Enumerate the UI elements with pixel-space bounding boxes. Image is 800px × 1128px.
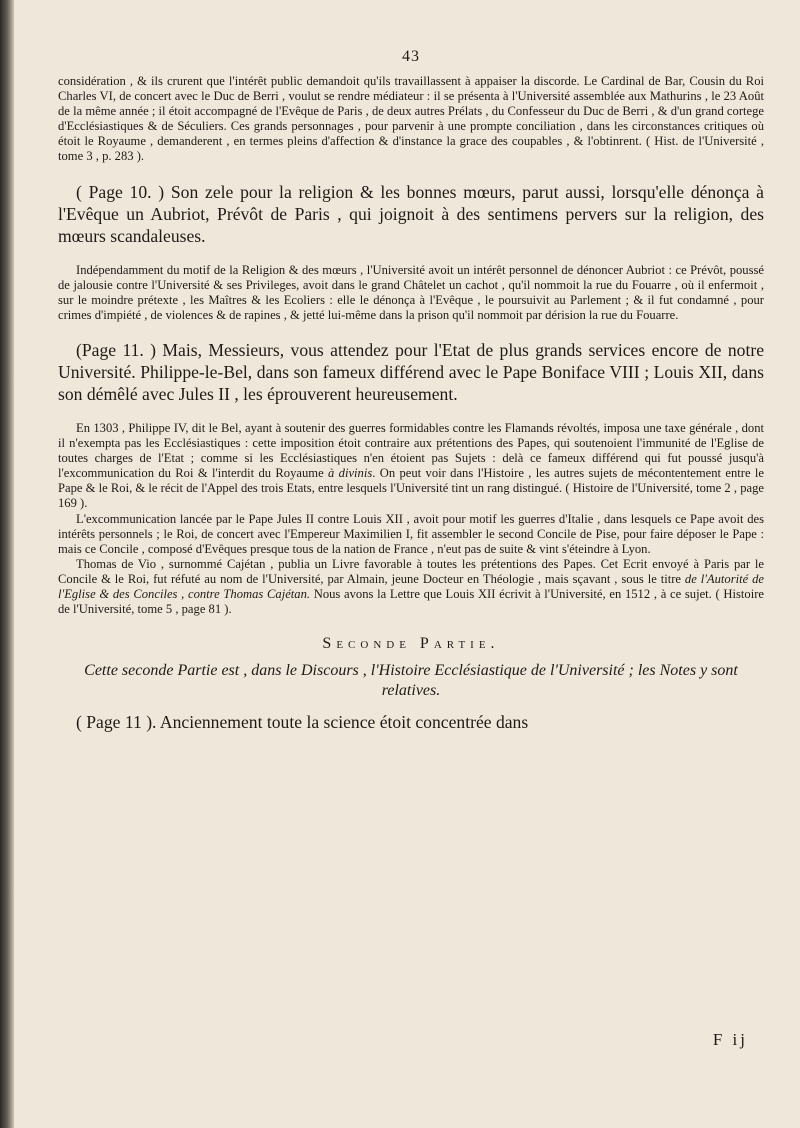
note-paragraph-aubriot: Indépendamment du motif de la Religion & des mœurs , l'Université avoit un intérêt personnel de dénoncer Aubriot : ce Prévôt, poussé de jalousie contre l'Université & ses Privileges, avoit dans le grand Châtelet un cachot , qu'il nommoit la rue du Fouarre , où il enfermoit , sur le moindre prétexte , les Maîtres & les Ecoliers : elle le dénonça à l'Evêque , le poursuivit au Parlement ; & il fut condamné , pour crimes d'impiété , de violences & de rapines , & jetté lui-même dans la prison qu'il nommoit par dérision la rue du Fouarre. bbox=[58, 262, 764, 322]
main-paragraph-science: ( Page 11 ). Anciennement toute la science étoit concentrée dans bbox=[76, 712, 529, 733]
book-title: de l'Autorité de l'Eglise & des Conciles , contre Thomas Cajétan. bbox=[58, 571, 764, 601]
section-subtitle: Cette seconde Partie est , dans le Discours , l'Histoire Ecclésiastique de l'Université ; les Notes y sont relatives. bbox=[84, 662, 738, 700]
page-number: 43 bbox=[402, 48, 420, 65]
book-spine-edge bbox=[0, 0, 14, 1128]
note-text-part: Thomas de Vio , surnommé Cajétan , publia un Livre favorable à toutes les prétentions des Papes. Cet Ecrit envoyé à Paris par le Concile & le Roi, fut réfuté au nom de l'Université, par Almain, jeune Docteur en Théologie , mais sçavant , sous le titre bbox=[58, 556, 764, 586]
note-paragraph-jules: L'excommunication lancée par le Pape Jules II contre Louis XII , avoit pour motif les guerres d'Italie , dans lesquels ce Pape avoit des intérêts personnels ; le Roi, de concert avec l'Empereur Maximilien I, fit assembler le second Concile de Pise, pour faire déposer le Pape : mais ce Concile , composé d'Evêques presque tous de la nation de France , n'eut pas de suite & vint s'éteindre à Lyon. bbox=[58, 511, 764, 556]
main-paragraph-page-11: (Page 11. ) Mais, Messieurs, vous attendez pour l'Etat de plus grands services encore de notre Université. Philippe-le-Bel, dans son fameux différend avec le Pape Boniface VIII ; Louis XII, dans son démêlé avec Jules II , les éprouverent heureusement. bbox=[58, 339, 764, 404]
note-text-part: . On peut voir dans l'Histoire , les autres sujets de mécontentement entre le Pape & le Roi, & le récit de l'Appel des trois Etats, entre lesquels l'Université tint un rang distingué. ( Histoire de l'Université, tome 2 , page 169 ). bbox=[58, 466, 764, 511]
note-paragraph-cajetan bbox=[58, 557, 764, 617]
page-body bbox=[58, 48, 764, 733]
signature-mark: F ij bbox=[712, 1030, 748, 1049]
note-paragraph-1: considération , & ils crurent que l'intérêt public demandoit qu'ils travaillassent à appaiser la discorde. Le Cardinal de Bar, Cousin du Roi Charles VI, de concert avec le Duc de Berri , voulut se rendre médiateur : il se présenta à l'Université assemblée aux Mathurins , le 23 Août de la même année ; il étoit accompagné de l'Evêque de Paris , de deux autres Prélats , du Confesseur du Duc de Berri , & d'un grand cortege d'Ecclésiastiques & de Séculiers. Ces grands personnages , pour parvenir à une prompte conciliation , dans les circonstances critiques où étoit le Royaume , demanderent , en termes pleins d'affection & d'instance la grace des coupables , & l'obtinrent. ( Hist. de l'Université , tome 3 , p. 283 ). bbox=[58, 74, 764, 164]
note-text-part: Nous avons la Lettre que Louis XII écrivit à l'Université, en 1512 , à ce sujet. ( Histoire de l'Université, tome 5 , page 81 ). bbox=[58, 586, 764, 617]
note-paragraph-philippe bbox=[58, 421, 764, 512]
note-text-part: En 1303 , Philippe IV, dit le Bel, ayant à soutenir des guerres formidables contre les Flamands révoltés, imposa une taxe générale , dont il n'exempta pas les Ecclésiastiques : cette imposition étoit contraire aux prétentions des Papes, qui soutenoient l'immunité de l'Eglise de toutes charges de l'Etat ; comme si les Ecclésiastiques n'en étoient pas Sujets : delà ce fameux différend qui fut poussé jusqu'à l'excommunication du Roi & l'interdit du Royaume bbox=[58, 420, 764, 481]
latin-phrase: à divinis bbox=[328, 466, 373, 481]
main-paragraph-page-10: ( Page 10. ) Son zele pour la religion & les bonnes mœurs, parut aussi, lorsqu'elle dénonça à l'Evêque un Aubriot, Prévôt de Paris , qui joignoit à des sentimens pervers sur la religion, des mœurs scandaleuses. bbox=[58, 181, 764, 246]
section-heading: Seconde Partie. bbox=[322, 635, 500, 653]
